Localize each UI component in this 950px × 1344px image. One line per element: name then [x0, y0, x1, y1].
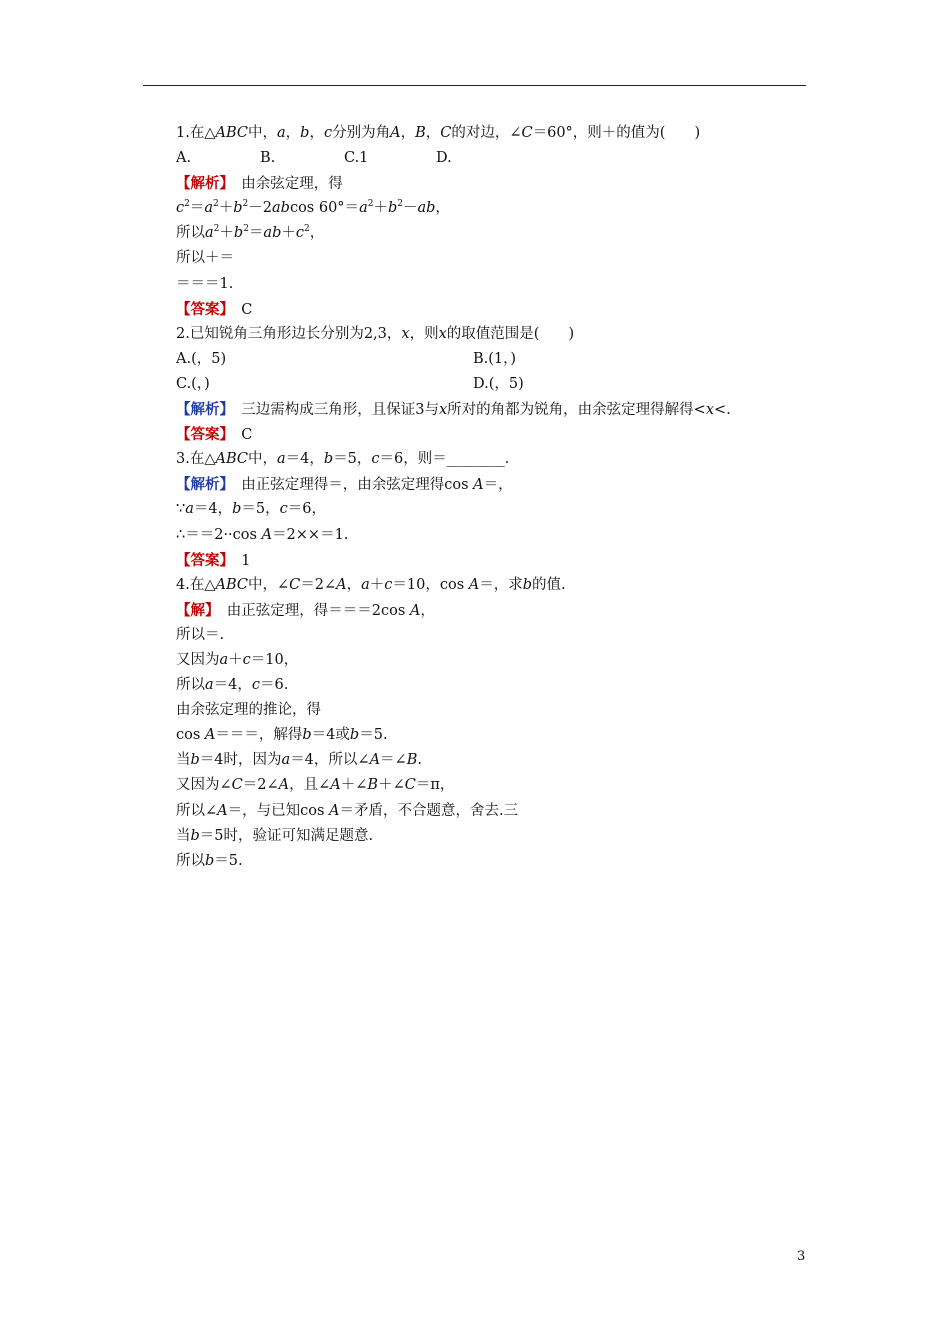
- math-variable: C: [231, 777, 243, 794]
- text-line: [176, 246, 816, 271]
- text-line: [176, 824, 816, 849]
- section-tag: 【解析】: [176, 401, 227, 419]
- math-variable: A: [261, 526, 273, 543]
- math-variable: x: [438, 402, 448, 419]
- header-rule: [143, 85, 806, 86]
- text-line: [176, 397, 816, 422]
- math-variable: b: [190, 752, 200, 769]
- text-run: ＝5，: [333, 451, 372, 468]
- section-tag: 【答案】: [176, 300, 227, 318]
- text-run: ＋: [218, 200, 234, 217]
- text-line: [176, 573, 816, 598]
- text-run: 由正弦定理得＝，由余弦定理得cos: [226, 477, 474, 494]
- text-run: 所以∠: [176, 802, 218, 819]
- text-run: 的对边，∠: [451, 125, 522, 141]
- section-tag: 【解析】: [176, 476, 227, 494]
- text-run: ＝: [189, 200, 205, 217]
- text-line: [176, 121, 816, 146]
- math-variable: x: [401, 325, 410, 342]
- math-variable: c: [371, 451, 380, 468]
- math-variable: a: [205, 677, 214, 694]
- section-tag: 【解】: [176, 601, 213, 619]
- math-variable: b: [323, 451, 334, 468]
- math-variable: b: [232, 501, 242, 518]
- text-run: ，: [285, 125, 301, 141]
- text-run: ，: [435, 200, 450, 217]
- document-body: [176, 121, 816, 874]
- math-variable: A: [390, 125, 401, 141]
- text-line: [176, 221, 816, 246]
- math-variable: c: [295, 225, 304, 242]
- math-variable: C: [521, 125, 533, 141]
- text-run: C: [226, 301, 253, 318]
- text-run: ，: [309, 225, 325, 242]
- math-variable: A: [278, 777, 290, 794]
- text-run: ＝4，所以∠: [290, 752, 370, 769]
- text-line: [176, 723, 816, 748]
- text-run: 2: [303, 224, 310, 235]
- text-run: ＝2××＝1.: [272, 526, 349, 543]
- text-run: ，: [400, 125, 416, 141]
- math-variable: C: [440, 125, 452, 141]
- option-choice: D.(，5): [473, 375, 524, 392]
- math-variable: A: [473, 477, 484, 494]
- math-variable: b: [233, 200, 243, 217]
- text-line: [176, 673, 816, 698]
- math-variable: a: [185, 501, 194, 518]
- math-variable: ABC: [215, 125, 248, 141]
- math-variable: b: [205, 852, 215, 869]
- text-run: 又因为∠: [176, 777, 232, 794]
- text-run: <.: [714, 402, 731, 419]
- option-choice: D.: [436, 150, 452, 167]
- text-run: 的取值范围是( ): [446, 325, 575, 342]
- text-line: [176, 272, 816, 297]
- text-run: 所以: [176, 225, 205, 242]
- math-variable: A: [329, 802, 340, 819]
- math-variable: ab: [263, 225, 282, 242]
- text-run: 2.已知锐角三角形边长分别为2,3，: [176, 325, 402, 342]
- text-run: 的值.: [532, 576, 566, 593]
- text-run: ＋: [219, 225, 234, 242]
- text-run: ＝10，: [250, 651, 299, 668]
- math-variable: c: [323, 125, 333, 141]
- text-run: 中，∠: [248, 576, 290, 593]
- text-run: ＝2∠: [242, 777, 279, 794]
- text-line: [176, 648, 816, 673]
- text-run: ＋∠: [340, 777, 368, 794]
- math-variable: A: [336, 576, 347, 593]
- text-run: ＝，: [483, 477, 513, 494]
- text-run: 中，: [248, 451, 277, 468]
- math-variable: a: [277, 451, 286, 468]
- text-run: ＝5时，验证可知满足题意.: [199, 827, 374, 844]
- text-run: ＋: [369, 576, 385, 593]
- math-variable: A: [330, 777, 341, 794]
- math-variable: ABC: [215, 451, 248, 468]
- text-run: 所对的角都为锐角，由余弦定理得解得<: [447, 402, 706, 419]
- text-run: ＋: [373, 200, 388, 217]
- text-run: ＝4，: [193, 501, 233, 518]
- text-line: [176, 748, 816, 773]
- math-variable: x: [438, 325, 447, 342]
- text-run: ∵: [176, 501, 186, 518]
- math-variable: a: [361, 576, 370, 593]
- text-run: ∴＝＝2··cos: [176, 526, 262, 543]
- text-run: ＝＝＝1.: [176, 275, 234, 292]
- math-variable: b: [387, 200, 398, 217]
- text-run: －: [402, 200, 418, 217]
- math-variable: a: [277, 125, 286, 141]
- text-run: ＝∠: [380, 752, 407, 769]
- text-line: [176, 799, 816, 824]
- text-line: [176, 849, 816, 874]
- text-run: 所以: [176, 677, 205, 694]
- text-run: ＝10，cos: [392, 576, 469, 593]
- text-run: cos: [176, 727, 205, 744]
- text-run: 2: [367, 199, 374, 210]
- math-variable: c: [384, 576, 393, 593]
- text-run: ＝6，: [287, 501, 327, 518]
- math-variable: C: [289, 576, 301, 593]
- math-variable: a: [205, 225, 214, 242]
- text-line: [176, 698, 816, 723]
- text-run: 当: [176, 752, 191, 769]
- math-variable: b: [233, 225, 244, 242]
- math-variable: A: [409, 602, 421, 619]
- option-choice: B.(1，): [473, 350, 517, 367]
- math-variable: B: [367, 777, 379, 794]
- math-variable: c: [242, 651, 251, 668]
- text-line: [176, 322, 816, 347]
- math-variable: b: [522, 576, 533, 593]
- text-run: C: [226, 427, 253, 444]
- text-run: ，: [420, 602, 435, 619]
- text-line: [176, 372, 816, 397]
- text-line: [176, 623, 816, 648]
- text-run: 2: [213, 199, 219, 210]
- text-line: [176, 347, 816, 372]
- section-tag: 【答案】: [176, 551, 227, 569]
- math-variable: b: [349, 727, 360, 744]
- text-run: 3.在△: [176, 451, 216, 468]
- text-line: [176, 447, 816, 472]
- text-run: 2: [184, 199, 190, 210]
- math-variable: B: [406, 752, 418, 769]
- math-variable: a: [219, 651, 229, 668]
- text-line: [176, 548, 816, 573]
- text-run: 所以＝.: [176, 626, 225, 643]
- text-run: 中，: [248, 125, 277, 141]
- math-variable: c: [251, 677, 261, 694]
- text-run: 由余弦定理的推论，得: [176, 702, 321, 719]
- text-run: ＝2∠: [300, 576, 337, 593]
- text-run: ＝，与已知cos: [227, 802, 330, 819]
- text-run: .: [417, 752, 422, 769]
- text-line: [176, 523, 816, 548]
- text-run: 由正弦定理，得＝＝＝2cos: [212, 602, 410, 619]
- text-line: [176, 497, 816, 522]
- math-variable: a: [281, 752, 291, 769]
- option-choice: C.(，): [176, 375, 210, 392]
- text-run: ，: [346, 576, 362, 593]
- math-variable: B: [415, 125, 426, 141]
- text-run: ＝＝＝，解得: [215, 727, 303, 744]
- text-run: 2: [243, 224, 249, 235]
- text-run: ＝: [248, 225, 264, 242]
- text-run: ＝5.: [359, 727, 388, 744]
- text-run: 4.在△: [176, 576, 216, 593]
- math-variable: C: [404, 777, 416, 794]
- text-run: ＝矛盾，不合题意，舍去.三: [339, 802, 519, 819]
- math-variable: A: [369, 752, 381, 769]
- option-choice: C.1: [344, 150, 369, 167]
- text-line: [176, 297, 816, 322]
- text-run: 2: [242, 199, 249, 210]
- math-variable: ABC: [215, 576, 248, 593]
- text-run: ，且∠: [289, 777, 331, 794]
- text-run: ＋∠: [378, 777, 405, 794]
- text-run: 又因为: [176, 651, 220, 668]
- text-run: ＝π，: [415, 777, 455, 794]
- text-run: ＝60°，则＋的值为( ): [532, 125, 701, 141]
- text-run: ＝4时，因为: [199, 752, 282, 769]
- text-run: 由余弦定理，得: [226, 176, 343, 193]
- text-run: 2: [397, 199, 403, 210]
- text-run: ＝，求: [479, 576, 523, 593]
- math-variable: c: [279, 501, 288, 518]
- text-run: ，则: [409, 325, 439, 342]
- option-choice: A.: [176, 150, 192, 167]
- text-run: cos 60°＝: [289, 200, 360, 217]
- option-choice: B.: [260, 150, 276, 167]
- text-run: ＋: [281, 225, 296, 242]
- text-run: 所以: [176, 852, 205, 869]
- text-line: [176, 598, 816, 623]
- math-variable: ab: [417, 200, 436, 217]
- math-variable: b: [300, 125, 310, 141]
- text-run: －2: [248, 200, 273, 217]
- math-variable: a: [359, 200, 368, 217]
- math-variable: x: [705, 402, 715, 419]
- text-line: [176, 146, 816, 171]
- text-run: ，: [309, 125, 324, 141]
- text-run: 当: [176, 827, 191, 844]
- text-run: ＝4，: [285, 451, 324, 468]
- text-run: ＝6.: [260, 677, 289, 694]
- math-variable: a: [204, 200, 214, 217]
- text-line: [176, 773, 816, 798]
- math-variable: b: [302, 727, 312, 744]
- section-tag: 【答案】: [176, 426, 227, 444]
- text-line: [176, 171, 816, 196]
- math-variable: A: [468, 576, 480, 593]
- text-line: [176, 196, 816, 221]
- math-variable: c: [176, 200, 185, 217]
- math-variable: ab: [272, 200, 290, 217]
- math-variable: b: [190, 827, 200, 844]
- page-number: 3: [797, 1249, 806, 1264]
- text-run: ＝4或: [311, 727, 350, 744]
- text-run: 三边需构成三角形，且保证3与: [226, 402, 439, 419]
- option-choice: A.(，5): [176, 350, 227, 367]
- text-run: 1: [226, 552, 251, 569]
- math-variable: A: [204, 727, 216, 744]
- text-run: 2: [213, 224, 220, 235]
- math-variable: A: [217, 802, 228, 819]
- text-run: ＝5，: [241, 501, 280, 518]
- text-run: 分别为角: [332, 125, 391, 141]
- text-run: ＝6，则＝________.: [379, 451, 510, 468]
- text-run: ，: [425, 125, 441, 141]
- text-line: [176, 472, 816, 497]
- text-line: [176, 422, 816, 447]
- section-tag: 【解析】: [176, 175, 227, 193]
- text-run: 所以＋＝: [176, 250, 234, 267]
- text-run: ＝4，: [213, 677, 252, 694]
- text-run: ＋: [228, 651, 243, 668]
- text-run: ＝5.: [214, 852, 243, 869]
- text-run: 1.在△: [176, 125, 216, 141]
